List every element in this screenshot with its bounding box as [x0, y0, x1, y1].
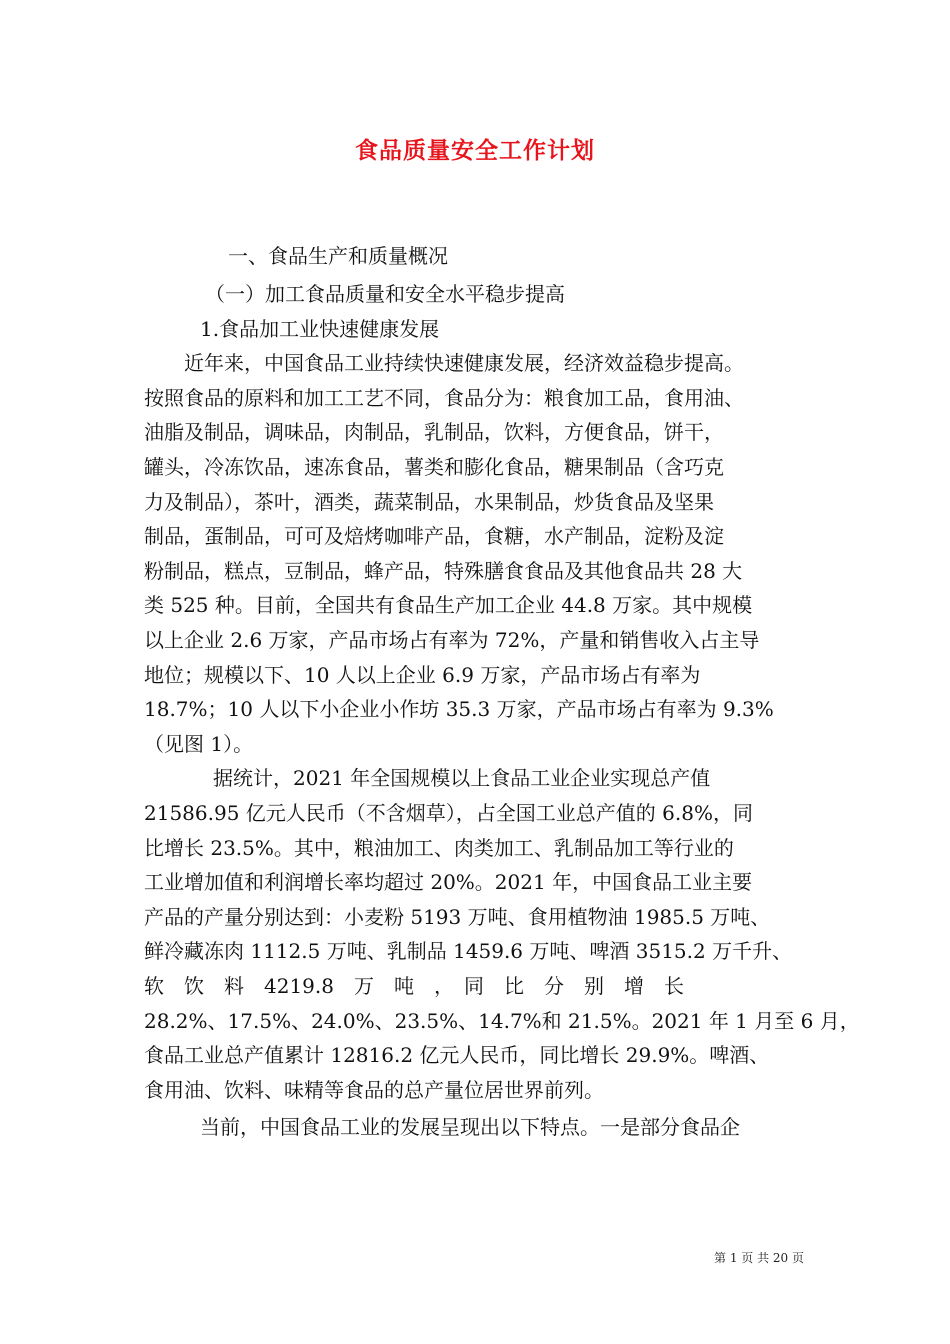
paragraph-line: 制品，蛋制品，可可及焙烤咖啡产品，食糖，水产制品，淀粉及淀 [144, 524, 724, 548]
paragraph-line: 油脂及制品，调味品，肉制品，乳制品，饮料，方便食品，饼干， [144, 420, 724, 444]
page-number: 第 1 页 共 20 页 [714, 1251, 804, 1265]
paragraph-line: 类 525 种。目前，全国共有食品生产加工企业 44.8 万家。其中规模 [144, 593, 753, 617]
paragraph-line: 当前，中国食品工业的发展呈现出以下特点。一是部分食品企 [200, 1115, 740, 1139]
paragraph-line: 近年来，中国食品工业持续快速健康发展，经济效益稳步提高。 [184, 351, 744, 375]
paragraph-line: 食品工业总产值累计 12816.2 亿元人民币，同比增长 29.9%。啤酒、 [144, 1043, 770, 1067]
paragraph-line: 地位；规模以下、10 人以上企业 6.9 万家，产品市场占有率为 [144, 663, 701, 687]
paragraph-line: 据统计，2021 年全国规模以上食品工业企业实现总产值 [213, 766, 711, 790]
paragraph-line: 粉制品，糕点，豆制品，蜂产品，特殊膳食食品及其他食品共 28 大 [144, 559, 743, 583]
paragraph-line: 21586.95 亿元人民币（不含烟草），占全国工业总产值的 6.8%，同 [144, 801, 753, 825]
document-title: 食品质量安全工作计划 [355, 137, 595, 164]
paragraph-line: 28.2%、17.5%、24.0%、23.5%、14.7%和 21.5%。2021 年 1 月至 6 月， [144, 1009, 860, 1033]
paragraph-line: 以上企业 2.6 万家，产品市场占有率为 72%，产量和销售收入占主导 [144, 628, 760, 652]
subsection-heading: （一）加工食品质量和安全水平稳步提高 [205, 282, 565, 306]
paragraph-line: 比增长 23.5%。其中，粮油加工、肉类加工、乳制品加工等行业的 [144, 836, 734, 860]
section-heading: 一、食品生产和质量概况 [228, 244, 448, 268]
sub-subsection-heading: 1.食品加工业快速健康发展 [200, 317, 440, 341]
paragraph-line: 按照食品的原料和加工工艺不同，食品分为：粮食加工品，食用油、 [144, 386, 744, 410]
paragraph-line: 力及制品），茶叶，酒类，蔬菜制品，水果制品，炒货食品及坚果 [144, 490, 714, 514]
paragraph-line: 鲜冷藏冻肉 1112.5 万吨、乳制品 1459.6 万吨、啤酒 3515.2 万千升、 [144, 939, 793, 963]
paragraph-line: （见图 1）。 [144, 732, 254, 756]
paragraph-line: 食用油、饮料、味精等食品的总产量位居世界前列。 [144, 1078, 604, 1102]
paragraph-line: 工业增加值和利润增长率均超过 20%。2021 年，中国食品工业主要 [144, 870, 753, 894]
paragraph-line: 产品的产量分别达到：小麦粉 5193 万吨、食用植物油 1985.5 万吨、 [144, 905, 771, 929]
paragraph-line: 软 饮 料 4219.8 万 吨 ， 同 比 分 别 增 长 [144, 974, 684, 998]
paragraph-line: 罐头，冷冻饮品，速冻食品，薯类和膨化食品，糖果制品（含巧克 [144, 455, 724, 479]
paragraph-line: 18.7%；10 人以下小企业小作坊 35.3 万家，产品市场占有率为 9.3% [144, 697, 774, 721]
